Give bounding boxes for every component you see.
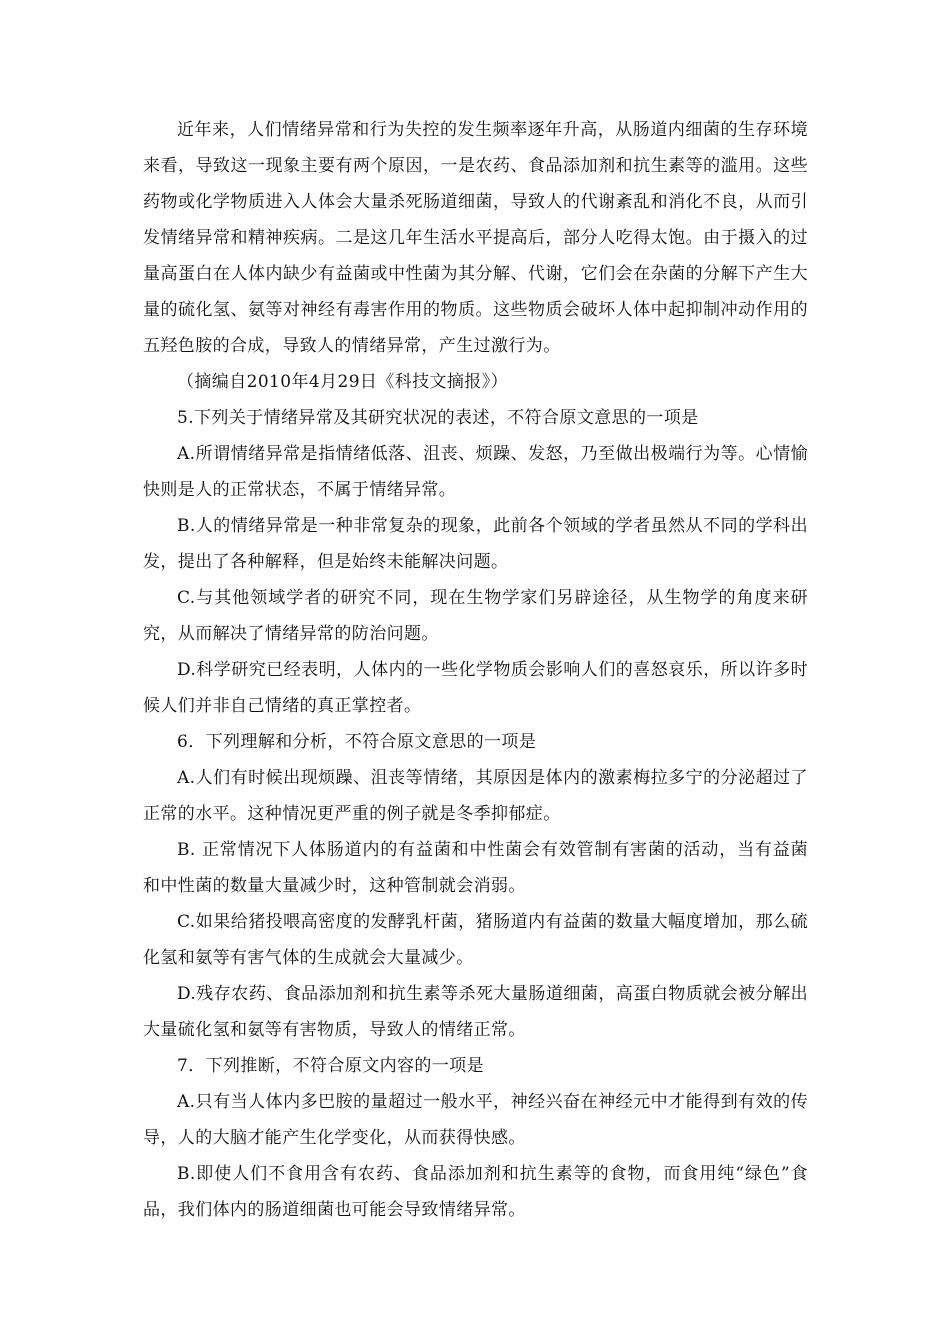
question-5-option-d: D.科学研究已经表明，人体内的一些化学物质会影响人们的喜怒哀乐，所以许多时候人们并非自己情绪的真正掌控者。 [143,660,808,716]
question-6-stem: 6．下列理解和分析，不符合原文意思的一项是 [177,732,537,752]
question-7-option-a: A.只有当人体内多巴胺的量超过一般水平，神经兴奋在神经元中才能得到有效的传导，人的大脑才能产生化学变化，从而获得快感。 [143,1092,808,1148]
question-6-option-a: A.人们有时候出现烦躁、沮丧等情绪，其原因是体内的激素梅拉多宁的分泌超过了正常的水平。这种情况更严重的例子就是冬季抑郁症。 [143,768,808,824]
question-5-option-b: B.人的情绪异常是一种非常复杂的现象，此前各个领域的学者虽然从不同的学科出发，提出了各种解释，但是始终未能解决问题。 [143,516,808,572]
question-6-option-c: C.如果给猪投喂高密度的发酵乳杆菌，猪肠道内有益菌的数量大幅度增加，那么硫化氢和氨等有害气体的生成就会大量减少。 [143,912,808,968]
passage-paragraph: 近年来，人们情绪异常和行为失控的发生频率逐年升高，从肠道内细菌的生存环境来看，导致这一现象主要有两个原因，一是农药、食品添加剂和抗生素等的滥用。这些药物或化学物质进入人体会大量杀死肠道细菌，导致人的代谢紊乱和消化不良，从而引发情绪异常和精神疾病。二是这几年生活水平提高后，部分人吃得太饱。由于摄入的过量高蛋白在人体内缺少有益菌或中性菌为其分解、代谢，它们会在杂菌的分解下产生大量的硫化氢、氨等对神经有毒害作用的物质。这些物质会破坏人体中起抑制冲动作用的五羟色胺的合成，导致人的情绪异常，产生过激行为。 [143,120,808,356]
question-5-option-a: A.所谓情绪异常是指情绪低落、沮丧、烦躁、发怒，乃至做出极端行为等。心情愉快则是人的正常状态，不属于情绪异常。 [143,444,808,500]
source-citation: （摘编自2010年4月29日《科技文摘报》） [177,372,509,392]
document-body [143,112,808,1228]
question-6-option-d: D.残存农药、食品添加剂和抗生素等杀死大量肠道细菌，高蛋白物质就会被分解出大量硫化氢和氨等有害物质，导致人的情绪正常。 [143,984,808,1040]
question-7-option-b: B.即使人们不食用含有农药、食品添加剂和抗生素等的食物，而食用纯“绿色”食品，我们体内的肠道细菌也可能会导致情绪异常。 [143,1164,808,1220]
question-5-option-c: C.与其他领域学者的研究不同，现在生物学家们另辟途径，从生物学的角度来研究，从而解决了情绪异常的防治问题。 [143,588,808,644]
question-5-stem: 5.下列关于情绪异常及其研究状况的表述，不符合原文意思的一项是 [177,408,699,428]
question-6-option-b: B. 正常情况下人体肠道内的有益菌和中性菌会有效管制有害菌的活动，当有益菌和中性菌的数量大量减少时，这种管制就会消弱。 [143,840,808,896]
question-7-stem: 7．下列推断，不符合原文内容的一项是 [177,1056,485,1076]
